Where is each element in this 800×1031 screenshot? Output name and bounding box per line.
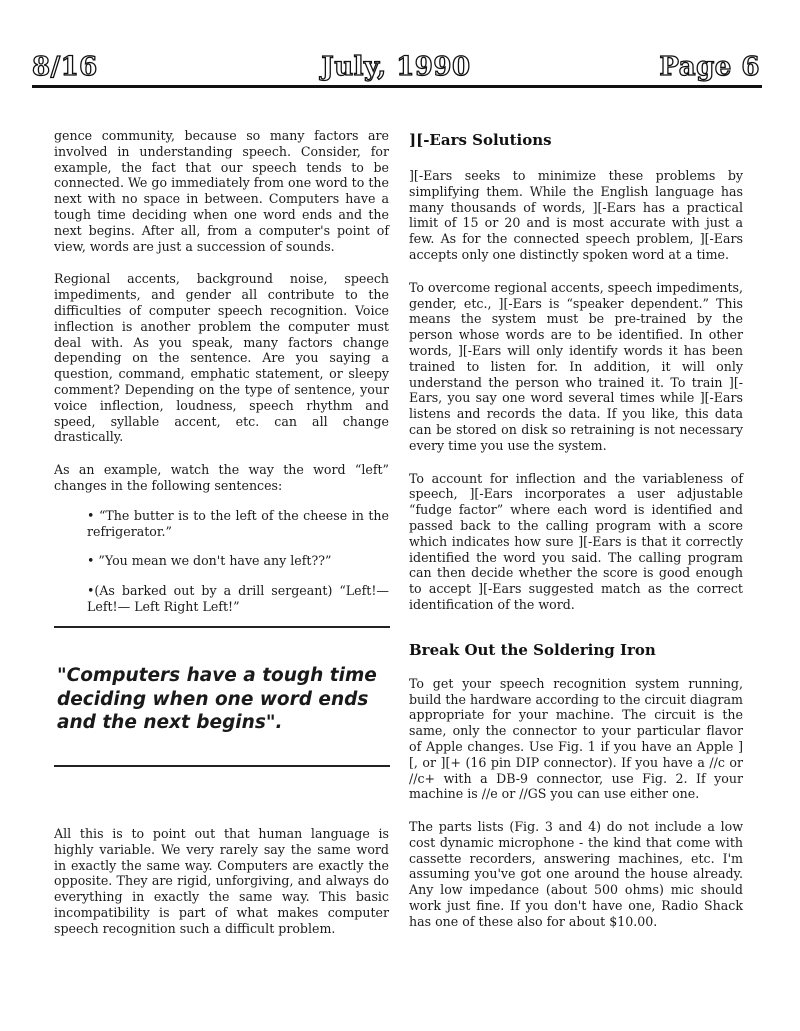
right-column	[409, 131, 743, 930]
left-paragraph-3: As an example, watch the way the word “left” changes in the following sentences:	[54, 462, 389, 493]
issue-date: July, 1990	[321, 52, 471, 82]
header-divider	[32, 85, 762, 88]
section-heading-soldering-iron: Break Out the Soldering Iron	[409, 640, 656, 659]
bullet-item: • ”You mean we don't have any left??”	[87, 553, 332, 569]
page-number: Page 6	[659, 52, 760, 82]
bullet-item: •(As barked out by a drill sergeant) “Left!— Left!— Left Right Left!”	[87, 583, 389, 614]
page-header	[32, 50, 760, 86]
left-column	[54, 128, 389, 615]
left-paragraph-2: Regional accents, background noise, speech impediments, and gender all contribute to the difficulties of computer speech recognition. Voice inflection is another problem the computer must deal with. As you speak, many factors change depending on the sentence. Are you saying a question, command, emphatic statement, or sleepy comment? Depending on the type of sentence, your voice inflection, loudness, speech rhythm and speed, syllable accent, etc. can all change drastically.	[54, 271, 389, 445]
left-column-bottom	[54, 826, 389, 937]
right-paragraph-5: The parts lists (Fig. 3 and 4) do not include a low cost dynamic microphone - the kind that come with cassette recorders, answering machines, etc. I'm assuming you've got one around the house already. Any low impedance (about 500 ohms) mic should work just fine. If you don't have one, Radio Shack has one of these also for about $10.00.	[409, 819, 743, 929]
issue-number: 8/16	[32, 52, 98, 82]
pull-quote: "Computers have a tough time deciding when one word ends and the next begins".	[57, 665, 377, 733]
right-paragraph-4: To get your speech recognition system running, build the hardware according to the circuit diagram appropriate for your machine. The circuit is the same, only the connector to your particular flavor of Apple changes. Use Fig. 1 if you have an Apple ][, or ][+ (16 pin DIP connector). If you have a //c or //c+ with a DB-9 connector, use Fig. 2. If your machine is //e or //GS you can use either one.	[409, 675, 743, 802]
left-paragraph-4: All this is to point out that human language is highly variable. We very rarely say the same word in exactly the same way. Computers are exactly the opposite. They are rigid, unforgiving, and always do everything in exactly the same way. This basic incompatibility is part of what makes computer speech recognition such a difficult problem.	[54, 826, 389, 936]
right-paragraph-2: To overcome regional accents, speech impediments, gender, etc., ][-Ears is “speaker dependent.” This means the system must be pre-trained by the person whose words are to be identified. In other words, ][-Ears will only identify words it has been trained to listen for. In addition, it will only understand the person who trained it. To train ][-Ears, you say one word several times while ][-Ears listens and records the data. If you like, this data can be stored on disk so retraining is not necessary every time you use the system.	[409, 279, 743, 453]
pullquote-top-rule	[54, 626, 390, 628]
right-paragraph-1: ][-Ears seeks to minimize these problems by simplifying them. While the English language has many thousands of words, ][-Ears has a practical limit of 15 or 20 and is most accurate with just a few. As for the connected speech problem, ][-Ears accepts only one distinctly spoken word at a time.	[409, 168, 743, 262]
right-paragraph-3: To account for inflection and the variableness of speech, ][-Ears incorporates a user adjustable “fudge factor” where each word is identified and passed back to the calling program with a score which indicates how sure ][-Ears is that it correctly identified the word you said. The calling program can then decide whether the score is good enough to accept ][-Ears suggested match as the correct identification of the word.	[409, 470, 743, 612]
section-heading-ears-solutions: ][-Ears Solutions	[409, 131, 552, 149]
bullet-item: • “The butter is to the left of the cheese in the refrigerator.”	[87, 507, 389, 539]
pullquote-bottom-rule	[54, 765, 390, 767]
left-paragraph-1: gence community, because so many factors are involved in understanding speech. Consider, for example, the fact that our speech tends to be connected. We go immediately from one word to the next with no space in between. Computers have a tough time deciding when one word ends and the next begins. After all, from a computer's point of view, words are just a succession of sounds.	[54, 128, 389, 254]
